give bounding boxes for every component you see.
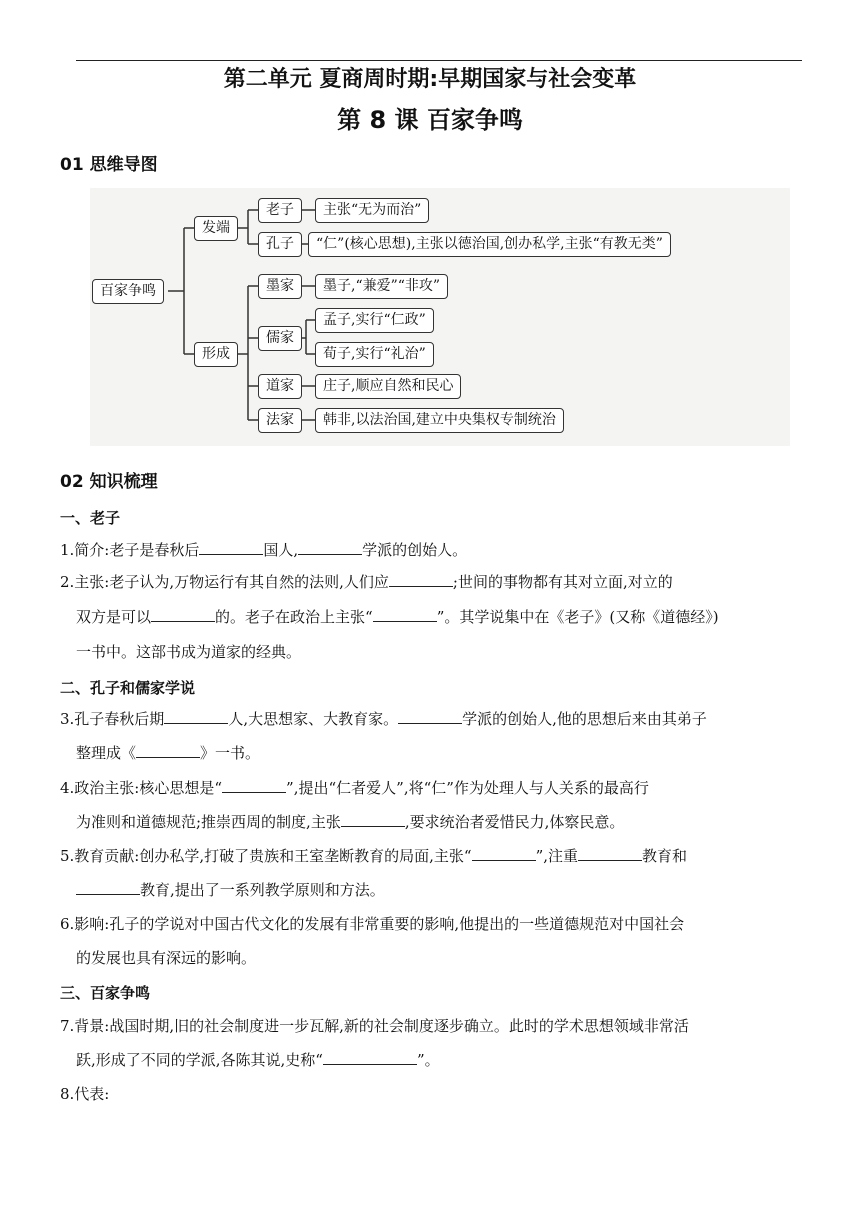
item-3-text-b: 人,大思想家、大教育家。 bbox=[228, 710, 399, 728]
item-5-text-d: 教育,提出了一系列教学原则和方法。 bbox=[140, 881, 385, 899]
blank[interactable] bbox=[136, 743, 200, 758]
item-2-text-c: 双方是可以 bbox=[76, 608, 152, 626]
item-3-line-2 bbox=[76, 737, 806, 769]
node-kongzi: 孔子 bbox=[258, 232, 302, 257]
blank[interactable] bbox=[341, 812, 405, 827]
item-4-text-a: 4.政治主张:核心思想是“ bbox=[60, 779, 223, 797]
node-laozi-desc: 主张“无为而治” bbox=[315, 198, 429, 223]
item-6-text-a: 6.影响:孔子的学说对中国古代文化的发展有非常重要的影响,他提出的一些道德规范对中国社会 bbox=[60, 915, 685, 933]
item-5-line-2 bbox=[76, 874, 806, 906]
item-4 bbox=[60, 772, 805, 804]
node-daojia-desc: 庄子,顺应自然和民心 bbox=[315, 374, 461, 399]
item-7-text-c: ”。 bbox=[416, 1051, 440, 1069]
header-rule bbox=[76, 60, 802, 61]
node-fajia-desc: 韩非,以法治国,建立中央集权专制统治 bbox=[315, 408, 564, 433]
item-5 bbox=[60, 840, 805, 872]
item-6-text-b: 的发展也具有深远的影响。 bbox=[76, 949, 257, 967]
item-3-text-d: 整理成《 bbox=[76, 744, 137, 762]
node-mojia: 墨家 bbox=[258, 274, 302, 299]
item-2-text-f: 一书中。这部书成为道家的经典。 bbox=[76, 643, 302, 661]
item-8 bbox=[60, 1078, 805, 1110]
mind-map bbox=[90, 188, 790, 446]
lesson-title: 第 8 课 百家争鸣 bbox=[337, 106, 523, 134]
subsection-laozi: 一、老子 bbox=[60, 509, 121, 527]
item-5-text-c: 教育和 bbox=[642, 847, 688, 865]
blank[interactable] bbox=[389, 572, 453, 587]
unit-title: 第二单元 夏商周时期:早期国家与社会变革 bbox=[223, 67, 637, 92]
item-5-text-b: ”,注重 bbox=[535, 847, 579, 865]
item-3-text-e: 》一书。 bbox=[200, 744, 261, 762]
blank[interactable] bbox=[151, 607, 215, 622]
item-7-text-b: 跃,形成了不同的学派,各陈其说,史称“ bbox=[76, 1051, 323, 1069]
blank[interactable] bbox=[398, 709, 462, 724]
item-1-text-b: 国人, bbox=[263, 541, 299, 559]
node-formation: 形成 bbox=[194, 342, 238, 367]
item-2-line-2 bbox=[76, 601, 806, 633]
item-8-text-a: 8.代表: bbox=[60, 1085, 110, 1103]
item-2 bbox=[60, 566, 805, 598]
blank[interactable] bbox=[164, 709, 228, 724]
mindmap-heading: 01 思维导图 bbox=[60, 155, 158, 175]
blank[interactable] bbox=[373, 607, 437, 622]
item-4-text-c: 为准则和道德规范;推崇西周的制度,主张 bbox=[76, 813, 341, 831]
subsection-confucius: 二、孔子和儒家学说 bbox=[60, 679, 196, 697]
node-xunzi-desc: 荀子,实行“礼治” bbox=[315, 342, 434, 367]
node-mojia-desc: 墨子,“兼爱”“非攻” bbox=[315, 274, 448, 299]
item-1 bbox=[60, 534, 805, 566]
blank[interactable] bbox=[199, 540, 263, 555]
knowledge-heading: 02 知识梳理 bbox=[60, 472, 158, 492]
item-2-text-e: ”。其学说集中在《老子》(又称《道德经》) bbox=[436, 608, 719, 626]
item-2-text-b: ;世间的事物都有其对立面,对立的 bbox=[452, 573, 673, 591]
node-laozi: 老子 bbox=[258, 198, 302, 223]
node-origin: 发端 bbox=[194, 216, 238, 241]
item-2-text-d: 的。老子在政治上主张“ bbox=[215, 608, 373, 626]
blank[interactable] bbox=[76, 880, 140, 895]
blank[interactable] bbox=[222, 778, 286, 793]
node-kongzi-desc: “仁”(核心思想),主张以德治国,创办私学,主张“有教无类” bbox=[308, 232, 671, 257]
item-3-text-a: 3.孔子春秋后期 bbox=[60, 710, 165, 728]
node-fajia: 法家 bbox=[258, 408, 302, 433]
item-6-line-2 bbox=[76, 942, 806, 974]
item-4-line-2 bbox=[76, 806, 806, 838]
item-3-text-c: 学派的创始人,他的思想后来由其弟子 bbox=[462, 710, 707, 728]
node-root: 百家争鸣 bbox=[92, 279, 164, 304]
item-7 bbox=[60, 1010, 805, 1042]
blank[interactable] bbox=[298, 540, 362, 555]
item-7-text-a: 7.背景:战国时期,旧的社会制度进一步瓦解,新的社会制度逐步确立。此时的学术思想领域非常活 bbox=[60, 1017, 689, 1035]
item-3 bbox=[60, 703, 805, 735]
item-7-line-2 bbox=[76, 1044, 806, 1076]
item-1-text-a: 1.简介:老子是春秋后 bbox=[60, 541, 200, 559]
item-5-text-a: 5.教育贡献:创办私学,打破了贵族和王室垄断教育的局面,主张“ bbox=[60, 847, 472, 865]
item-1-text-c: 学派的创始人。 bbox=[362, 541, 468, 559]
item-4-text-d: ,要求统治者爱惜民力,体察民意。 bbox=[404, 813, 625, 831]
node-mengzi-desc: 孟子,实行“仁政” bbox=[315, 308, 434, 333]
blank[interactable] bbox=[472, 846, 536, 861]
item-2-line-3 bbox=[76, 636, 806, 668]
blank[interactable] bbox=[578, 846, 642, 861]
blank[interactable] bbox=[323, 1050, 417, 1065]
subsection-hundred-schools: 三、百家争鸣 bbox=[60, 984, 151, 1002]
node-daojia: 道家 bbox=[258, 374, 302, 399]
item-2-text-a: 2.主张:老子认为,万物运行有其自然的法则,人们应 bbox=[60, 573, 389, 591]
item-4-text-b: ”,提出“仁者爱人”,将“仁”作为处理人与人关系的最高行 bbox=[286, 779, 649, 797]
node-rujia: 儒家 bbox=[258, 326, 302, 351]
item-6 bbox=[60, 908, 805, 940]
